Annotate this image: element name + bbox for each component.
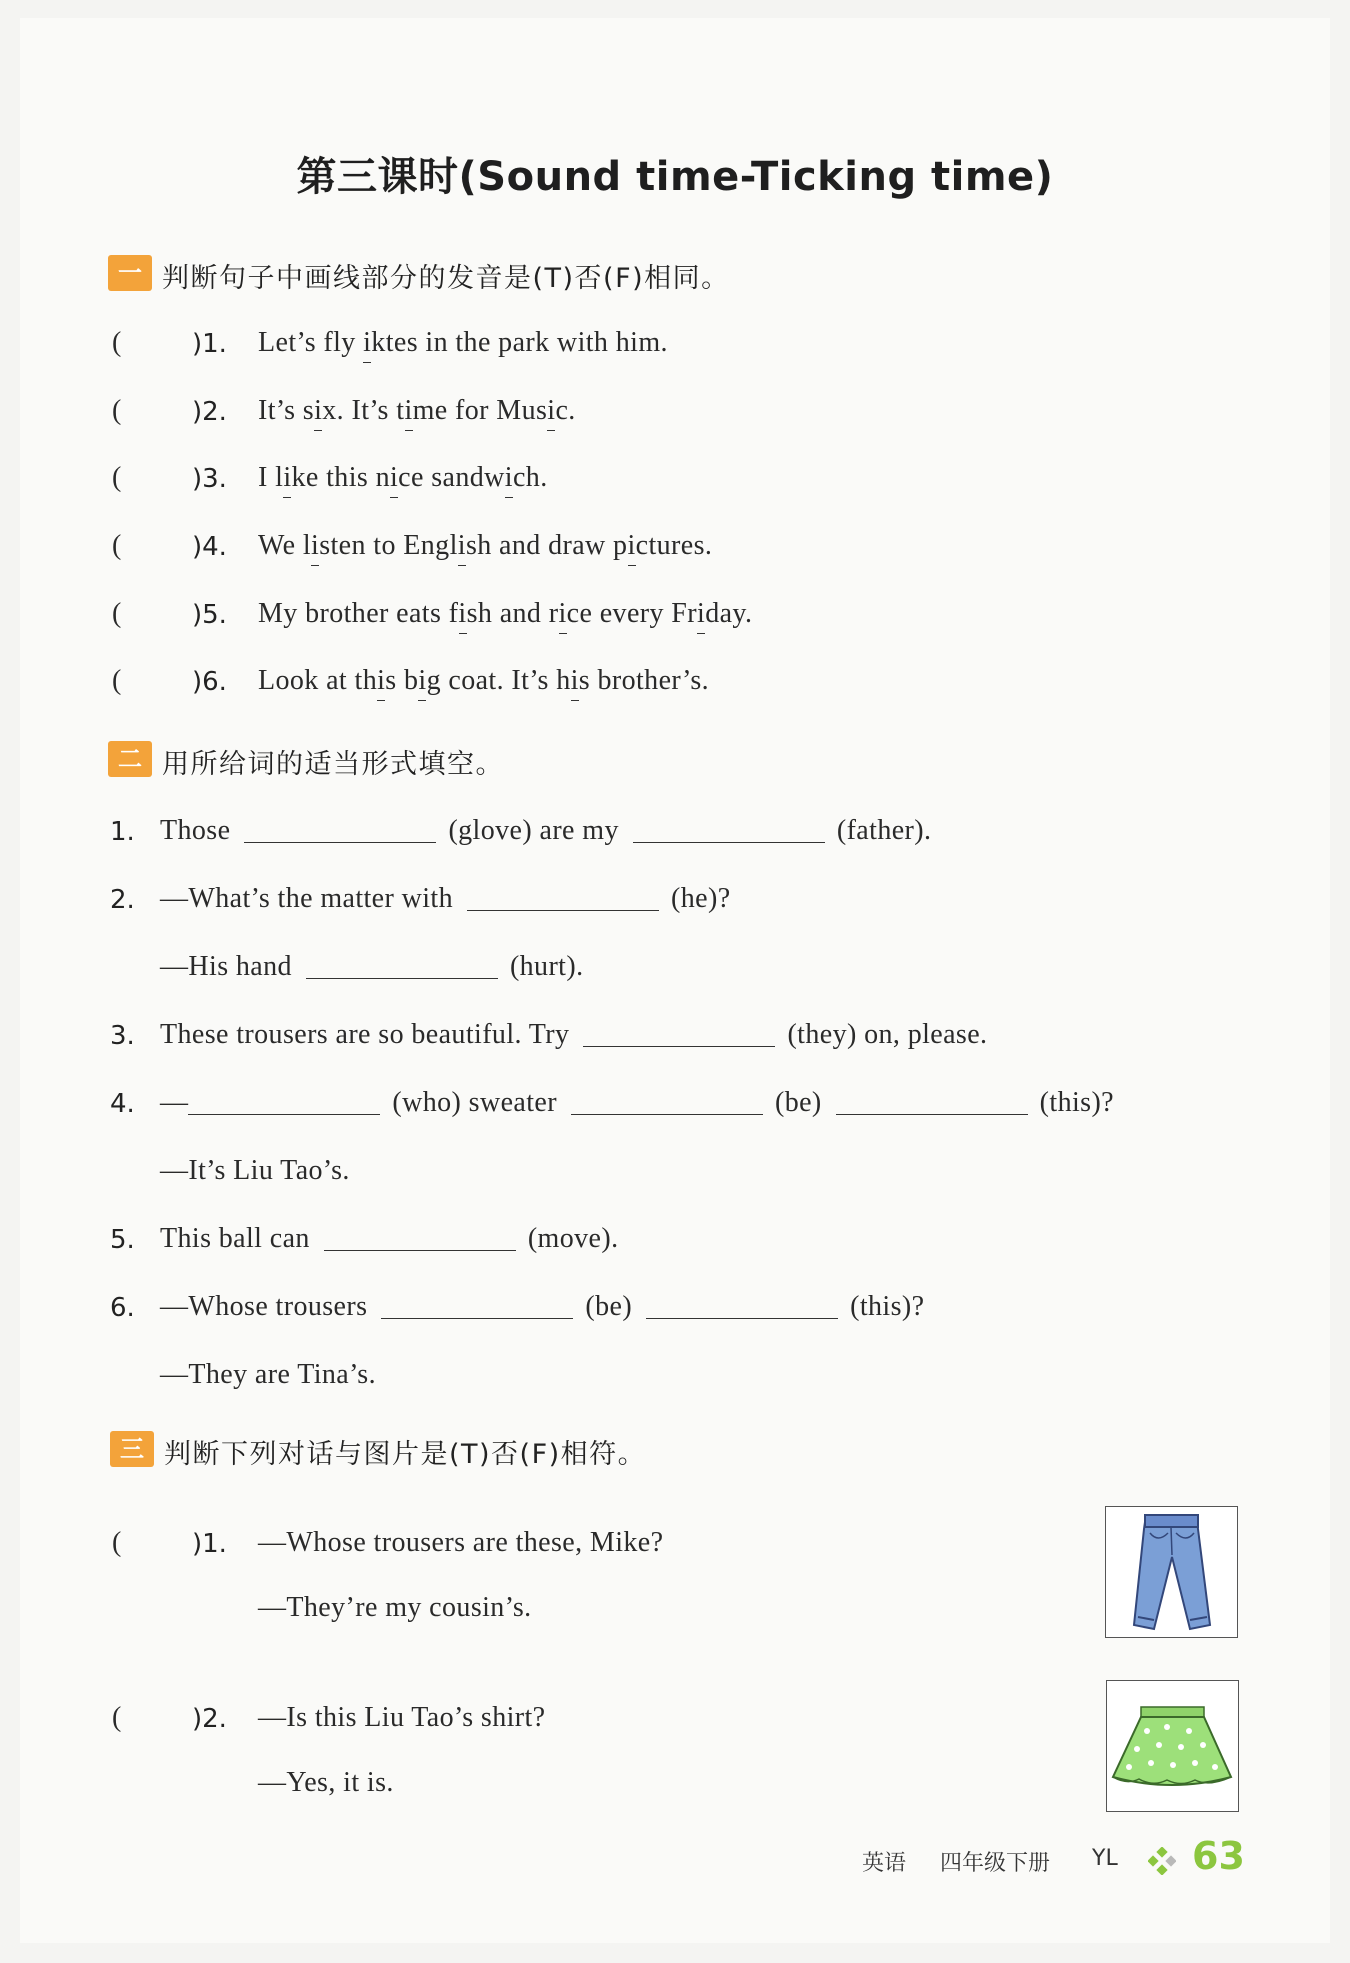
fill-text: —What’s the matter with: [160, 883, 454, 914]
sentence-text: tes in the park w: [385, 327, 578, 358]
sentence-text: m.: [638, 327, 668, 358]
fill-item-number: 1.: [110, 817, 135, 847]
sentence-text: We l: [258, 530, 311, 561]
underlined-letter: i: [558, 598, 567, 629]
underlined-letter: i: [627, 530, 636, 561]
picture-box: [1105, 1506, 1238, 1638]
answer-blank[interactable]: [244, 816, 436, 843]
sentence-text: x. It’s t: [322, 395, 405, 426]
answer-blank[interactable]: [467, 884, 659, 911]
fill-item: [160, 815, 931, 847]
fill-item-number: 2.: [110, 885, 135, 915]
item-number: )2.: [192, 1704, 227, 1734]
fill-item-number: 4.: [110, 1089, 135, 1119]
answer-paren[interactable]: (: [112, 1527, 122, 1558]
sentence-text: My brother eats f: [258, 598, 459, 629]
underlined-letter: i: [404, 395, 413, 426]
sound-sentence: [258, 462, 548, 494]
sentence-text: ce every Fr: [566, 598, 697, 629]
section2-heading: 用所给词的适当形式填空。: [162, 749, 504, 780]
fill-item-number: 6.: [110, 1293, 135, 1323]
sound-sentence: [258, 327, 668, 359]
answer-blank[interactable]: [633, 816, 825, 843]
underlined-letter: i: [418, 665, 427, 696]
answer-paren[interactable]: (: [112, 395, 122, 426]
underlined-letter: i: [283, 462, 292, 493]
answer-paren[interactable]: (: [112, 327, 122, 358]
underlined-letter: i: [697, 598, 706, 629]
fill-item-reply: [160, 1155, 350, 1187]
answer-paren[interactable]: (: [112, 598, 122, 629]
section3-heading: 判断下列对话与图片是(T)否(F)相符。: [164, 1439, 647, 1470]
dialog-line: —Is this Liu Tao’s shirt?: [258, 1702, 546, 1733]
fill-text: (who) sweater: [392, 1087, 557, 1118]
fill-item: [160, 1087, 1114, 1119]
item-number: )1.: [192, 1529, 227, 1559]
sound-sentence: [258, 665, 709, 697]
sentence-text: i: [630, 327, 639, 358]
answer-blank[interactable]: [188, 1088, 380, 1115]
answer-blank[interactable]: [306, 952, 498, 979]
dialog-line: —They’re my cousin’s.: [258, 1592, 532, 1623]
underlined-letter: i: [377, 665, 386, 696]
fill-item: [160, 1019, 987, 1051]
footer-grade: 四年级下册: [940, 1851, 1051, 1876]
fill-text: —They are Tina’s.: [160, 1359, 377, 1390]
section2-badge: 二: [108, 741, 152, 777]
fill-item: [160, 1223, 618, 1255]
item-number: )4.: [192, 532, 227, 562]
answer-blank[interactable]: [583, 1020, 775, 1047]
sentence-text: sh and draw p: [465, 530, 628, 561]
fill-text: (this)?: [1039, 1087, 1115, 1118]
answer-paren[interactable]: (: [112, 462, 122, 493]
sentence-text: s b: [385, 665, 419, 696]
fill-text: (hurt).: [509, 951, 584, 982]
underlined-letter: i: [389, 462, 399, 493]
item-number: )5.: [192, 600, 227, 630]
fill-text: (father).: [836, 815, 932, 846]
fill-item-reply: [160, 1359, 376, 1391]
sentence-text: i: [577, 327, 586, 358]
footer-subject: 英语: [862, 1851, 907, 1876]
underlined-letter: i: [311, 530, 320, 561]
sentence-text: th h: [585, 327, 631, 358]
underlined-letter: i: [570, 665, 579, 696]
dialog-line: —Yes, it is.: [258, 1767, 394, 1798]
sentence-text: sten to Engl: [319, 530, 458, 561]
sentence-text: ce sandw: [398, 462, 505, 493]
section1-heading: 判断句子中画线部分的发音是(T)否(F)相同。: [162, 263, 730, 294]
sentence-text: Let’s fly: [258, 327, 364, 358]
item-number: )1.: [192, 329, 227, 359]
diamond-icon: [1148, 1847, 1176, 1875]
jeans-icon: [1106, 1507, 1237, 1637]
fill-text: (they) on, please.: [787, 1019, 988, 1050]
answer-blank[interactable]: [324, 1224, 516, 1251]
fill-item-number: 5.: [110, 1225, 135, 1255]
page-number: 63: [1192, 1834, 1245, 1878]
fill-text: —Whose trousers: [160, 1291, 368, 1322]
answer-blank[interactable]: [646, 1292, 838, 1319]
fill-text: Those: [160, 815, 231, 846]
fill-text: (be): [774, 1087, 822, 1118]
page-title: 第三课时(Sound time-Ticking time): [296, 154, 1054, 200]
answer-paren[interactable]: (: [112, 665, 122, 696]
answer-blank[interactable]: [381, 1292, 573, 1319]
dialog-line: —Whose trousers are these, Mike?: [258, 1527, 664, 1558]
underlined-letter: i: [458, 598, 467, 629]
sentence-text: ctures.: [635, 530, 713, 561]
answer-blank[interactable]: [571, 1088, 763, 1115]
answer-blank[interactable]: [836, 1088, 1028, 1115]
fill-text: (glove) are my: [448, 815, 619, 846]
underlined-letter: i: [504, 462, 513, 493]
sentence-text: I l: [258, 462, 284, 493]
sound-sentence: [258, 395, 576, 427]
sentence-text: It’s s: [258, 395, 315, 426]
underlined-letter: i: [547, 395, 556, 426]
sentence-text: me for Mus: [412, 395, 548, 426]
answer-paren[interactable]: (: [112, 530, 122, 561]
fill-text: —: [160, 1087, 189, 1118]
fill-text: —His hand: [160, 951, 292, 982]
sentence-text: Look at th: [258, 665, 378, 696]
footer-edition: YL: [1092, 1846, 1118, 1871]
underlined-letter: i: [314, 395, 323, 426]
section1-badge: 一: [108, 255, 152, 291]
sentence-text: ch.: [512, 462, 548, 493]
sentence-text: sh and r: [466, 598, 559, 629]
item-number: )6.: [192, 667, 227, 697]
item-number: )2.: [192, 397, 227, 427]
answer-paren[interactable]: (: [112, 1702, 122, 1733]
picture-box: [1106, 1680, 1239, 1812]
fill-text: (he)?: [671, 883, 731, 914]
underlined-letter: i: [363, 327, 372, 358]
fill-text: (be): [585, 1291, 633, 1322]
sentence-text: k: [371, 327, 386, 358]
sound-sentence: [258, 598, 752, 630]
sentence-text: g coat. It’s h: [426, 665, 571, 696]
sentence-text: ke this n: [291, 462, 390, 493]
skirt-icon: [1107, 1681, 1238, 1811]
fill-item: [160, 1291, 924, 1323]
sentence-text: s brother’s.: [578, 665, 710, 696]
fill-item: [160, 883, 731, 915]
section3-badge: 三: [110, 1431, 154, 1467]
fill-item-reply: [160, 951, 584, 983]
fill-text: —It’s Liu Tao’s.: [160, 1155, 350, 1186]
fill-text: This ball can: [160, 1223, 310, 1254]
sentence-text: day.: [705, 598, 753, 629]
fill-text: (this)?: [850, 1291, 925, 1322]
fill-text: These trousers are so beautiful. Try: [160, 1019, 570, 1050]
sound-sentence: [258, 530, 712, 562]
item-number: )3.: [192, 464, 227, 494]
underlined-letter: i: [457, 530, 466, 561]
fill-item-number: 3.: [110, 1021, 135, 1051]
fill-text: (move).: [527, 1223, 619, 1254]
sentence-text: c.: [555, 395, 576, 426]
